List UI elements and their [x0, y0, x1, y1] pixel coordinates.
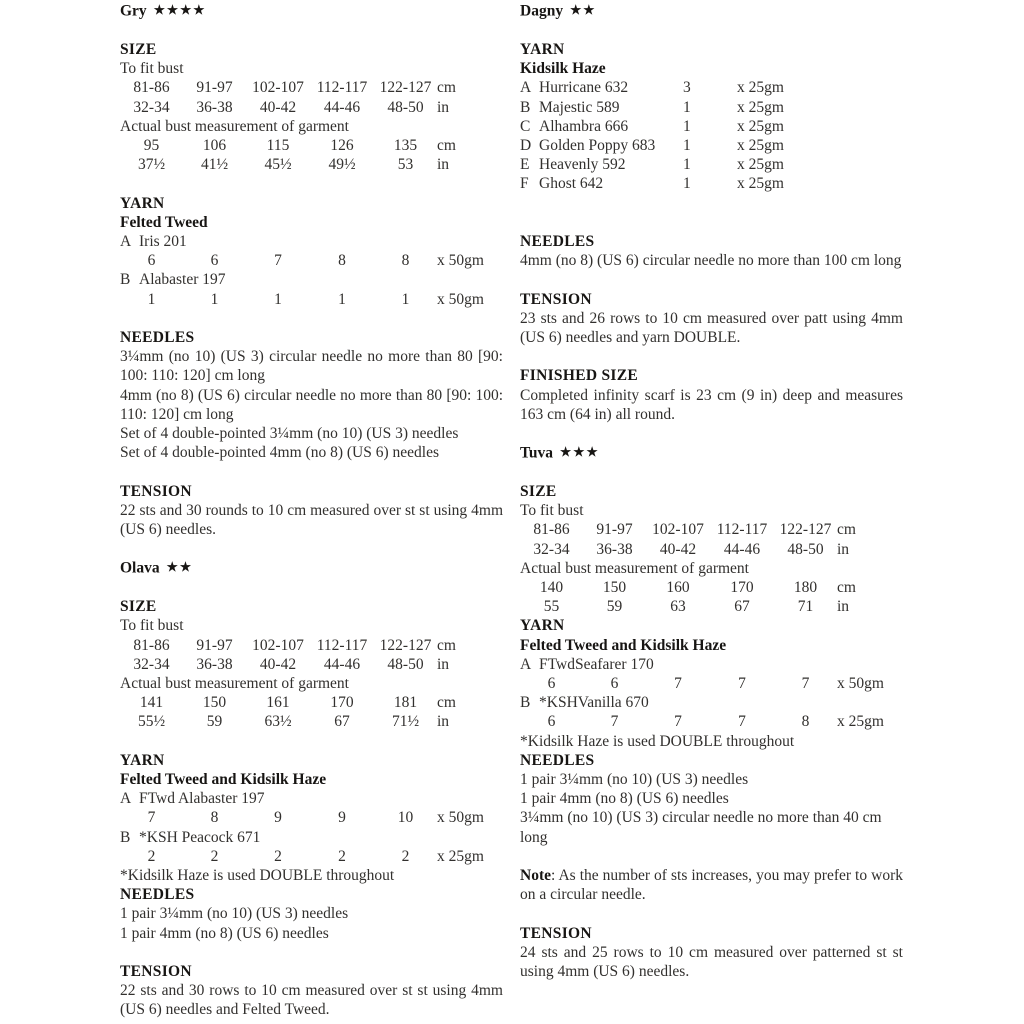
tension-text: 22 sts and 30 rounds to 10 cm measured over st st using 4mm (US 6) needles. — [120, 501, 503, 538]
size-value: 63½ — [264, 713, 292, 731]
tuva-size-section — [520, 482, 903, 616]
yarn-unit: x 50gm — [837, 675, 884, 693]
size-heading: SIZE — [520, 482, 557, 500]
left-column — [120, 1, 503, 1020]
yarn-quantity: 7 — [738, 675, 746, 693]
yarn-letter: B — [520, 98, 531, 116]
needles-line: 3¼mm (no 10) (US 3) circular needle no more than 40 cm long — [520, 809, 882, 846]
yarn-letter: C — [520, 117, 531, 135]
yarn-quantity: 7 — [801, 675, 810, 693]
difficulty-stars: ★★ — [570, 3, 597, 17]
yarn-unit: x 25gm — [837, 713, 884, 731]
actual-bust-label: Actual bust measurement of garment — [520, 559, 749, 577]
difficulty-stars: ★★★★ — [153, 3, 207, 17]
size-row — [120, 155, 503, 174]
yarn-unit: x 50gm — [437, 809, 484, 827]
size-unit: cm — [437, 136, 456, 154]
yarn-brand: Felted Tweed and Kidsilk Haze — [120, 771, 327, 789]
yarn-shade-row — [520, 655, 903, 674]
size-value: 115 — [266, 136, 290, 154]
needles-line: 1 pair 4mm (no 8) (US 6) needles — [120, 924, 329, 942]
needles-line: 1 pair 4mm (no 8) (US 6) needles — [520, 790, 729, 808]
actual-bust-label: Actual bust measurement of garment — [120, 117, 349, 135]
yarn-letter: A — [520, 655, 532, 673]
tension-heading: TENSION — [120, 482, 192, 500]
yarn-quantity-row — [120, 290, 503, 309]
yarn-shade-row — [520, 693, 903, 712]
yarn-brand: Felted Tweed — [120, 213, 208, 231]
yarn-quantity-row — [520, 674, 903, 693]
needles-line: 4mm (no 8) (US 6) circular needle no more than 80 [90: 100: 110: 120] cm long — [120, 386, 503, 423]
yarn-unit: x 25gm — [737, 79, 784, 97]
yarn-quantity: 2 — [338, 847, 346, 865]
finished-size-text: Completed infinity scarf is 23 cm (9 in) deep and measures 163 cm (64 in) all round. — [520, 386, 903, 423]
yarn-shade-name: *KSHVanilla 670 — [539, 694, 649, 712]
yarn-heading: YARN — [520, 617, 565, 635]
yarn-quantity: 1 — [274, 290, 282, 308]
tuva-yarn-section — [520, 616, 903, 750]
size-value: 95 — [143, 136, 160, 154]
size-value: 170 — [730, 579, 754, 596]
yarn-unit: x 25gm — [737, 175, 784, 193]
yarn-list-row — [520, 174, 903, 193]
size-row — [120, 136, 503, 155]
yarn-shade-row — [120, 232, 503, 251]
yarn-quantity: 8 — [338, 252, 346, 270]
size-value: 41½ — [200, 156, 229, 174]
yarn-list-row — [520, 78, 903, 97]
yarn-shade-name: FTwd Alabaster 197 — [139, 790, 265, 808]
note-text: : As the number of sts increases, you may prefer to work on a circular needle. — [520, 867, 903, 904]
yarn-double-note: *Kidsilk Haze is used DOUBLE throughout — [120, 867, 395, 885]
size-unit: cm — [837, 579, 856, 596]
yarn-shade-name: *KSH Peacock 671 — [139, 828, 261, 846]
needles-line: 1 pair 3¼mm (no 10) (US 3) needles — [520, 771, 749, 789]
size-value: 67 — [734, 598, 750, 616]
size-value: 32-34 — [533, 540, 570, 558]
yarn-quantity-row — [520, 712, 903, 731]
yarn-letter: B — [120, 271, 131, 289]
yarn-quantity-row — [120, 808, 503, 827]
size-unit: cm — [837, 521, 856, 539]
yarn-quantity: 7 — [738, 713, 746, 731]
size-row — [520, 540, 903, 559]
yarn-quantity: 3 — [683, 79, 691, 97]
yarn-quantity: 1 — [210, 290, 219, 308]
tension-text: 23 sts and 26 rows to 10 cm measured over patt using 4mm (US 6) needles and yarn DOUBLE. — [520, 309, 903, 346]
dagny-tension-section — [520, 290, 903, 348]
size-value: 180 — [793, 579, 818, 596]
yarn-shade-name: Majestic 589 — [539, 98, 620, 116]
yarn-brand: Felted Tweed and Kidsilk Haze — [520, 636, 727, 654]
yarn-quantity: 8 — [210, 809, 219, 827]
yarn-heading: YARN — [520, 40, 565, 58]
yarn-heading: YARN — [120, 751, 165, 769]
size-value: 36-38 — [596, 540, 633, 558]
yarn-quantity: 10 — [397, 809, 414, 827]
size-value: 112-117 — [316, 79, 368, 97]
yarn-unit: x 25gm — [437, 847, 484, 865]
yarn-shade-name: Heavenly 592 — [539, 156, 626, 174]
yarn-quantity: 1 — [338, 290, 346, 308]
yarn-quantity: 1 — [683, 175, 691, 193]
size-value: 36-38 — [196, 98, 233, 116]
size-value: 150 — [602, 579, 627, 596]
yarn-quantity: 7 — [674, 713, 682, 731]
size-row — [120, 98, 503, 117]
pattern-name: Gry — [120, 2, 147, 20]
yarn-quantity-row — [120, 251, 503, 270]
yarn-quantity: 1 — [683, 136, 691, 154]
size-value: 40-42 — [659, 540, 697, 558]
yarn-letter: D — [520, 136, 532, 154]
needles-line: 4mm (no 8) (US 6) circular needle no more than 100 cm long — [520, 252, 902, 270]
gry-size-section — [120, 40, 503, 174]
tension-text: 22 sts and 30 rows to 10 cm measured over st st using 4mm (US 6) needles and Felted Tweed. — [120, 982, 503, 1019]
pattern-name: Tuva — [520, 444, 554, 462]
size-row — [120, 693, 503, 712]
olava-tension-section — [120, 962, 503, 1020]
pattern-name: Olava — [120, 559, 160, 577]
tension-heading: TENSION — [520, 924, 592, 942]
size-value: 71½ — [391, 713, 420, 731]
size-unit: in — [437, 98, 450, 116]
size-value: 91-97 — [596, 521, 633, 539]
dagny-needles-section — [520, 232, 903, 270]
size-value: 122-127 — [379, 636, 432, 654]
size-value: 91-97 — [196, 79, 233, 97]
size-value: 49½ — [328, 156, 356, 174]
size-value: 45½ — [264, 156, 292, 174]
yarn-shade-row — [120, 789, 503, 808]
tension-heading: TENSION — [520, 290, 592, 308]
size-value: 81-86 — [133, 636, 170, 654]
yarn-quantity: 6 — [610, 675, 619, 693]
yarn-quantity: 6 — [210, 252, 219, 270]
size-value: 40-42 — [259, 655, 297, 673]
yarn-letter: A — [120, 790, 132, 808]
pattern-name: Dagny — [520, 2, 564, 20]
dagny-yarn-section — [520, 40, 903, 194]
needles-heading: NEEDLES — [520, 232, 595, 250]
yarn-unit: x 50gm — [437, 290, 484, 308]
difficulty-stars: ★★ — [166, 560, 194, 575]
size-unit: in — [837, 540, 850, 558]
yarn-shade-name: Alhambra 666 — [539, 117, 629, 135]
yarn-quantity: 6 — [547, 713, 556, 731]
size-value: 36-38 — [196, 655, 233, 673]
size-value: 67 — [334, 713, 350, 731]
yarn-letter: B — [120, 828, 131, 846]
size-value: 161 — [266, 694, 290, 712]
size-value: 81-86 — [133, 79, 170, 97]
needles-line: Set of 4 double-pointed 3¼mm (no 10) (US 3) needles — [120, 424, 459, 442]
size-value: 59 — [206, 713, 223, 731]
finished-size-heading: FINISHED SIZE — [520, 367, 639, 385]
yarn-shade-name: FTwdSeafarer 170 — [539, 655, 654, 673]
size-value: 53 — [397, 156, 414, 174]
pattern-title-olava — [120, 558, 503, 578]
size-value: 122-127 — [379, 79, 432, 97]
yarn-heading: YARN — [120, 194, 165, 212]
size-value: 44-46 — [323, 98, 361, 116]
size-value: 44-46 — [323, 655, 361, 673]
pattern-title-tuva — [520, 443, 903, 463]
to-fit-bust-label: To fit bust — [120, 60, 184, 78]
needles-heading: NEEDLES — [120, 328, 195, 346]
pattern-title-gry — [120, 1, 503, 21]
yarn-quantity: 7 — [147, 809, 156, 827]
yarn-brand: Kidsilk Haze — [520, 60, 606, 78]
yarn-letter: A — [520, 79, 532, 97]
yarn-shade-row — [120, 828, 503, 847]
tension-heading: TENSION — [120, 963, 192, 981]
size-unit: in — [437, 655, 450, 673]
yarn-double-note: *Kidsilk Haze is used DOUBLE throughout — [520, 732, 795, 750]
needles-line: Set of 4 double-pointed 4mm (no 8) (US 6) needles — [120, 444, 439, 462]
size-heading: SIZE — [120, 40, 157, 58]
yarn-quantity: 2 — [274, 847, 282, 865]
size-value: 37½ — [137, 156, 166, 174]
to-fit-bust-label: To fit bust — [520, 502, 584, 520]
size-heading: SIZE — [120, 598, 157, 616]
yarn-unit: x 25gm — [737, 136, 784, 154]
yarn-letter: F — [520, 175, 529, 193]
yarn-list-row — [520, 98, 903, 117]
dagny-finished-size-section — [520, 366, 903, 424]
size-unit: cm — [437, 79, 456, 97]
gry-yarn-section — [120, 194, 503, 309]
size-value: 170 — [330, 694, 354, 712]
yarn-quantity: 1 — [147, 290, 156, 308]
yarn-list-row — [520, 155, 903, 174]
yarn-unit: x 25gm — [737, 156, 784, 174]
tension-text: 24 sts and 25 rows to 10 cm measured over patterned st st using 4mm (US 6) needles. — [520, 943, 903, 981]
size-value: 122-127 — [779, 521, 832, 539]
size-value: 63 — [670, 598, 686, 616]
yarn-shade-name: Iris 201 — [139, 232, 187, 250]
yarn-letter: E — [520, 156, 530, 174]
yarn-quantity: 1 — [683, 156, 691, 174]
needles-line: 3¼mm (no 10) (US 3) circular needle no more than 80 [90: 100: 110: 120] cm long — [120, 348, 503, 385]
yarn-shade-name: Alabaster 197 — [139, 271, 226, 289]
needles-heading: NEEDLES — [120, 886, 195, 904]
tuva-tension-section — [520, 924, 903, 982]
difficulty-stars: ★★★ — [560, 445, 600, 460]
tuva-needles-section — [520, 751, 903, 847]
gry-tension-section — [120, 482, 503, 540]
yarn-quantity: 2 — [401, 847, 410, 865]
yarn-quantity: 8 — [401, 252, 410, 270]
gry-needles-section — [120, 328, 503, 462]
size-value: 55 — [543, 598, 560, 616]
olava-needles-section — [120, 885, 503, 943]
size-value: 102-107 — [252, 79, 304, 97]
size-value: 32-34 — [133, 98, 170, 116]
size-value: 81-86 — [533, 521, 570, 539]
yarn-quantity: 8 — [801, 713, 810, 731]
yarn-shade-name: Ghost 642 — [539, 175, 604, 193]
size-value: 150 — [202, 694, 227, 712]
yarn-quantity-row — [120, 847, 503, 866]
size-value: 106 — [202, 136, 227, 154]
size-unit: in — [437, 713, 450, 731]
yarn-quantity: 7 — [610, 713, 619, 731]
size-value: 102-107 — [252, 636, 304, 654]
size-value: 40-42 — [259, 98, 297, 116]
size-unit: in — [837, 598, 850, 616]
size-value: 140 — [539, 579, 564, 596]
yarn-quantity: 6 — [547, 675, 556, 693]
olava-size-section — [120, 597, 503, 731]
yarn-quantity: 2 — [210, 847, 219, 865]
size-value: 48-50 — [787, 540, 824, 558]
yarn-quantity: 7 — [274, 252, 282, 270]
yarn-unit: x 25gm — [737, 98, 784, 116]
size-value: 135 — [393, 136, 418, 154]
yarn-letter: A — [120, 232, 132, 250]
size-row — [120, 78, 503, 97]
yarn-quantity: 1 — [401, 290, 410, 308]
size-value: 181 — [393, 694, 418, 712]
size-value: 102-107 — [652, 521, 704, 539]
yarn-shade-name: Golden Poppy 683 — [539, 136, 656, 154]
olava-yarn-section — [120, 751, 503, 885]
yarn-quantity: 2 — [147, 847, 156, 865]
size-value: 48-50 — [387, 98, 424, 116]
yarn-quantity: 6 — [147, 252, 156, 270]
size-value: 112-117 — [316, 636, 368, 654]
size-row — [120, 636, 503, 655]
size-value: 126 — [330, 136, 354, 154]
size-row — [520, 578, 903, 597]
yarn-unit: x 50gm — [437, 252, 484, 270]
size-row — [520, 597, 903, 616]
pattern-title-dagny — [520, 1, 903, 21]
yarn-shade-name: Hurricane 632 — [539, 79, 629, 97]
yarn-quantity: 9 — [338, 809, 346, 827]
needles-line: 1 pair 3¼mm (no 10) (US 3) needles — [120, 905, 349, 923]
size-value: 44-46 — [723, 540, 761, 558]
yarn-list-row — [520, 117, 903, 136]
tuva-note-paragraph — [520, 866, 903, 904]
yarn-quantity: 1 — [683, 117, 691, 135]
size-value: 91-97 — [196, 636, 233, 654]
size-value: 141 — [139, 694, 164, 712]
yarn-shade-row — [120, 270, 503, 289]
size-row — [120, 712, 503, 731]
yarn-quantity: 1 — [683, 98, 691, 116]
size-value: 112-117 — [716, 521, 768, 539]
size-row — [520, 520, 903, 539]
size-unit: cm — [437, 694, 456, 712]
note-label: Note — [520, 867, 551, 885]
needles-heading: NEEDLES — [520, 751, 595, 769]
size-unit: cm — [437, 636, 456, 654]
actual-bust-label: Actual bust measurement of garment — [120, 675, 349, 693]
size-value: 160 — [666, 579, 690, 596]
yarn-quantity: 9 — [274, 809, 282, 827]
to-fit-bust-label: To fit bust — [120, 617, 184, 635]
size-value: 59 — [606, 598, 623, 616]
size-unit: in — [437, 156, 450, 174]
size-value: 48-50 — [387, 655, 424, 673]
size-value: 32-34 — [133, 655, 170, 673]
yarn-list-row — [520, 136, 903, 155]
yarn-quantity: 7 — [674, 675, 682, 693]
yarn-letter: B — [520, 694, 531, 712]
size-value: 55½ — [137, 713, 166, 731]
yarn-unit: x 25gm — [737, 117, 784, 135]
size-row — [120, 655, 503, 674]
right-column — [520, 1, 903, 1020]
size-value: 71 — [797, 598, 814, 616]
